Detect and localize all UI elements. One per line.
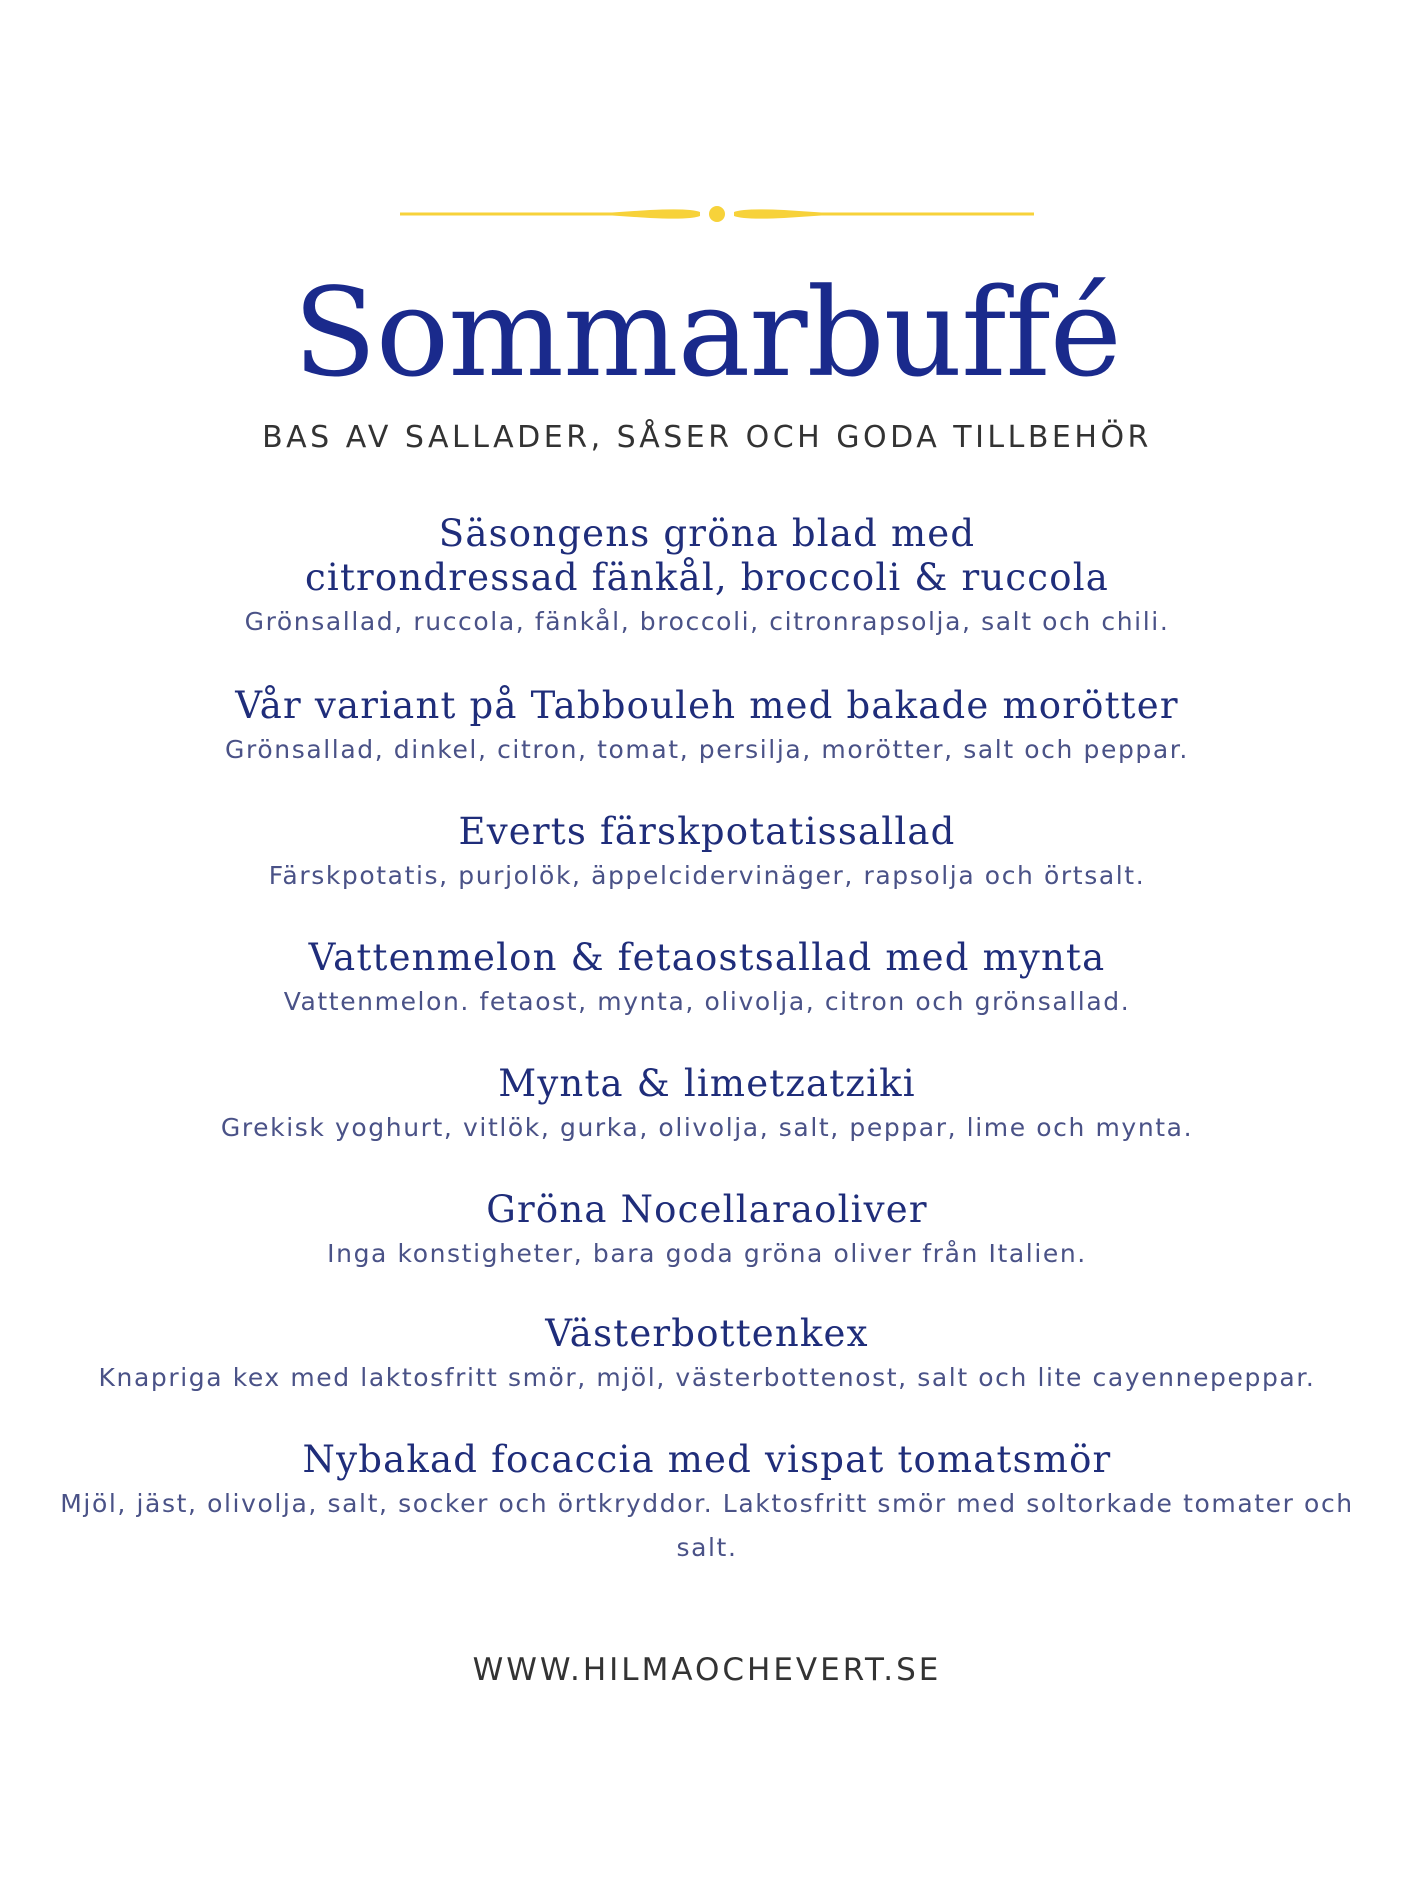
menu-item-description: Mjöl, jäst, olivolja, salt, socker och örtkryddor. Laktosfritt smör med soltorkade tomater och salt. (60, 1489, 1354, 1562)
menu-item (60, 1188, 1354, 1276)
menu-item-name: Everts färskpotatissallad (458, 810, 956, 853)
menu-item-description: Vattenmelon. fetaost, mynta, olivolja, citron och grönsallad. (283, 987, 1131, 1016)
menu-item-description: Grönsallad, ruccola, fänkål, broccoli, citronrapsolja, salt och chili. (244, 607, 1170, 636)
menu-item (60, 1438, 1354, 1570)
menu-item (60, 684, 1354, 772)
menu-item-description: Färskpotatis, purjolök, äppelcidervinäger, rapsolja och örtsalt. (268, 861, 1146, 890)
website-url: WWW.HILMAOCHEVERT.SE (472, 1652, 942, 1688)
menu-item-description: Inga konstigheter, bara goda gröna oliver från Italien. (327, 1239, 1087, 1268)
menu-item (60, 936, 1354, 1024)
menu-item (60, 810, 1354, 898)
page-title: Sommarbuffé (293, 262, 1121, 404)
menu-item-description: Knapriga kex med laktosfritt smör, mjöl, västerbottenost, salt och lite cayennepeppar. (98, 1363, 1316, 1392)
menu-item-name: Säsongens gröna blad med (438, 512, 976, 555)
decorative-divider-ornament (400, 200, 1034, 228)
menu-item-name: Nybakad focaccia med vispat tomatsmör (302, 1438, 1112, 1481)
menu-item-name: Vår variant på Tabbouleh med bakade morötter (235, 684, 1179, 727)
menu-item-name: citrondressad fänkål, broccoli & ruccola (304, 556, 1109, 599)
menu-item-name: Mynta & limetzatziki (498, 1062, 916, 1105)
menu-item-description: Grekisk yoghurt, vitlök, gurka, olivolja, salt, peppar, lime och mynta. (220, 1113, 1194, 1142)
menu-item-name: Västerbottenkex (545, 1312, 869, 1355)
menu-item-description: Grönsallad, dinkel, citron, tomat, persilja, morötter, salt och peppar. (225, 735, 1189, 764)
menu-item-name: Gröna Nocellaraoliver (486, 1188, 928, 1231)
page-subtitle: BAS AV SALLADER, SÅSER OCH GODA TILLBEHÖR (262, 420, 1152, 455)
menu-item-name: Vattenmelon & fetaostsallad med mynta (308, 936, 1106, 979)
menu-item (60, 1062, 1354, 1150)
menu-item (60, 512, 1354, 644)
menu-item (60, 1312, 1354, 1400)
